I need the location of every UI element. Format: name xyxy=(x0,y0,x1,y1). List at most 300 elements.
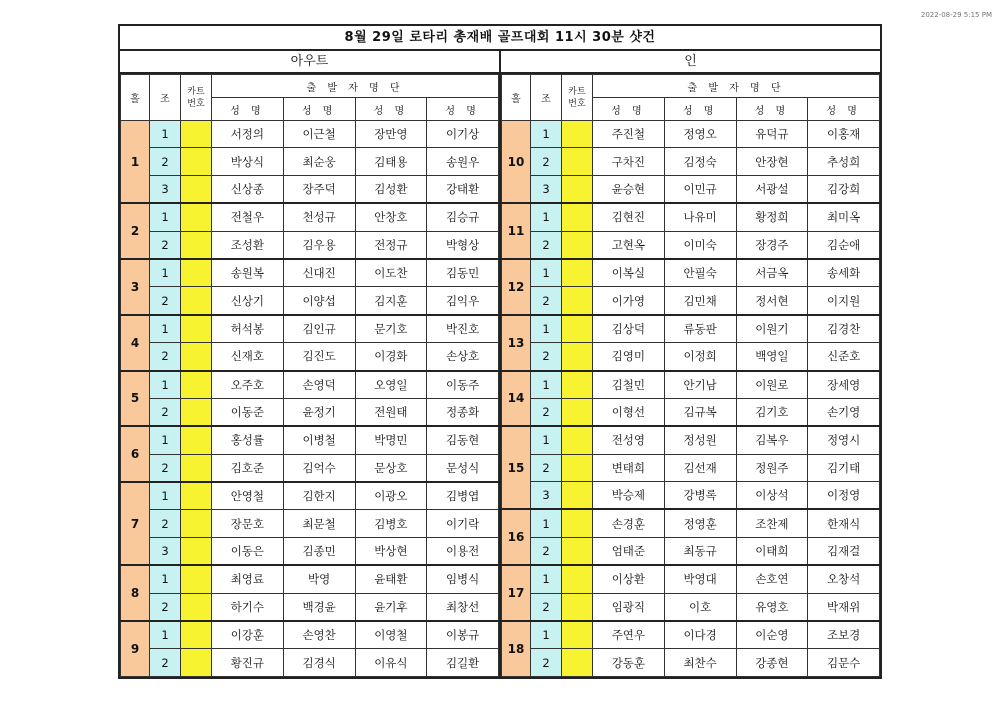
cart-number-cell xyxy=(181,121,212,148)
table-row xyxy=(502,537,880,565)
player-name: 문기호 xyxy=(355,315,427,343)
group-number: 2 xyxy=(531,593,562,621)
player-name: 이가영 xyxy=(593,287,665,315)
player-name: 김기호 xyxy=(736,398,808,426)
cart-number-cell xyxy=(181,454,212,482)
cart-number-cell xyxy=(181,510,212,537)
player-name: 오주호 xyxy=(212,371,284,399)
table-row xyxy=(121,315,499,343)
cart-number-cell xyxy=(181,426,212,454)
player-name: 안영철 xyxy=(212,482,284,510)
hole-number: 14 xyxy=(502,371,531,427)
in-label: 인 xyxy=(501,51,880,74)
table-row xyxy=(121,454,499,482)
player-name: 이강훈 xyxy=(212,621,284,649)
player-name: 서광설 xyxy=(736,175,808,203)
player-name: 손호연 xyxy=(736,565,808,593)
group-number: 3 xyxy=(531,175,562,203)
table-row xyxy=(121,175,499,203)
cart-number-cell xyxy=(562,203,593,231)
player-name: 김동민 xyxy=(427,259,499,287)
cart-number-cell xyxy=(562,621,593,649)
player-name: 이민규 xyxy=(664,175,736,203)
player-name: 이정희 xyxy=(664,343,736,371)
group-number: 1 xyxy=(531,315,562,343)
player-name: 이영철 xyxy=(355,621,427,649)
player-name: 이병철 xyxy=(283,426,355,454)
table-row xyxy=(502,371,880,399)
player-name: 이용전 xyxy=(427,537,499,565)
player-name: 김태용 xyxy=(355,148,427,175)
player-name: 김순애 xyxy=(808,231,880,259)
table-row xyxy=(121,259,499,287)
cart-header-line2: 번호 xyxy=(187,98,205,109)
player-name: 장만영 xyxy=(355,121,427,148)
group-number: 2 xyxy=(150,287,181,315)
table-row xyxy=(121,510,499,537)
group-number: 2 xyxy=(531,287,562,315)
group-number: 2 xyxy=(150,649,181,676)
player-name: 유영호 xyxy=(736,593,808,621)
player-name: 구차진 xyxy=(593,148,665,175)
player-name: 김민채 xyxy=(664,287,736,315)
player-name: 전정규 xyxy=(355,231,427,259)
player-name: 이근철 xyxy=(283,121,355,148)
group-number: 1 xyxy=(150,315,181,343)
player-name: 김영미 xyxy=(593,343,665,371)
table-row xyxy=(121,482,499,510)
player-name: 조보경 xyxy=(808,621,880,649)
table-row xyxy=(121,203,499,231)
player-name: 전원태 xyxy=(355,398,427,426)
player-name: 이순영 xyxy=(736,621,808,649)
player-name: 손경훈 xyxy=(593,509,665,537)
table-row xyxy=(121,121,499,148)
table-row xyxy=(502,621,880,649)
player-name: 김복우 xyxy=(736,426,808,454)
player-name: 이형선 xyxy=(593,398,665,426)
group-number: 1 xyxy=(150,203,181,231)
cart-number-cell xyxy=(562,287,593,315)
table-row xyxy=(121,231,499,259)
cart-number-cell xyxy=(562,454,593,481)
group-number: 1 xyxy=(531,259,562,287)
player-name: 임광직 xyxy=(593,593,665,621)
group-number: 1 xyxy=(150,482,181,510)
name-header: 성 명 xyxy=(355,98,427,121)
cart-number-header xyxy=(562,75,593,121)
table-row xyxy=(502,482,880,510)
table-row xyxy=(121,649,499,676)
group-number: 1 xyxy=(531,426,562,454)
group-number: 2 xyxy=(531,148,562,175)
player-name: 신상종 xyxy=(212,175,284,203)
in-half xyxy=(501,51,880,677)
player-name: 윤승현 xyxy=(593,175,665,203)
cart-number-cell xyxy=(562,649,593,676)
player-name: 강동훈 xyxy=(593,649,665,676)
page-title: 8월 29일 로타리 총재배 골프대회 11시 30분 샷건 xyxy=(120,26,880,51)
table-row xyxy=(121,621,499,649)
cart-number-cell xyxy=(562,315,593,343)
table-row xyxy=(502,565,880,593)
player-name: 주연우 xyxy=(593,621,665,649)
player-name: 홍성률 xyxy=(212,426,284,454)
player-name: 정종화 xyxy=(427,398,499,426)
hole-number: 6 xyxy=(121,426,150,482)
player-name: 박상현 xyxy=(355,537,427,565)
hole-header: 홀 xyxy=(121,75,150,121)
group-number: 1 xyxy=(150,621,181,649)
table-row xyxy=(502,259,880,287)
hole-number: 1 xyxy=(121,121,150,204)
starters-header: 출 발 자 명 단 xyxy=(212,75,499,98)
cart-number-cell xyxy=(181,343,212,371)
player-name: 김상덕 xyxy=(593,315,665,343)
table-row xyxy=(502,175,880,203)
table-row xyxy=(502,148,880,175)
cart-number-cell xyxy=(562,343,593,371)
hole-number: 11 xyxy=(502,203,531,259)
player-name: 유덕규 xyxy=(736,121,808,148)
player-name: 박명민 xyxy=(355,426,427,454)
player-name: 윤태환 xyxy=(355,565,427,593)
player-name: 이상석 xyxy=(736,482,808,510)
player-name: 강병록 xyxy=(664,482,736,510)
name-header: 성 명 xyxy=(593,98,665,121)
hole-number: 5 xyxy=(121,371,150,427)
player-name: 최창선 xyxy=(427,593,499,621)
group-header: 조 xyxy=(531,75,562,121)
player-name: 이유식 xyxy=(355,649,427,676)
cart-number-cell xyxy=(181,259,212,287)
player-name: 김우용 xyxy=(283,231,355,259)
player-name: 이경화 xyxy=(355,343,427,371)
group-number: 2 xyxy=(150,510,181,537)
cart-number-cell xyxy=(562,259,593,287)
group-number: 2 xyxy=(150,398,181,426)
player-name: 박승제 xyxy=(593,482,665,510)
sheet-halves xyxy=(120,51,880,677)
player-name: 류동판 xyxy=(664,315,736,343)
table-row xyxy=(121,371,499,399)
player-name: 전철우 xyxy=(212,203,284,231)
player-name: 김병엽 xyxy=(427,482,499,510)
player-name: 장주덕 xyxy=(283,175,355,203)
player-name: 이미숙 xyxy=(664,231,736,259)
cart-number-cell xyxy=(562,121,593,148)
group-number: 3 xyxy=(531,482,562,510)
cart-number-cell xyxy=(562,482,593,510)
player-name: 임병식 xyxy=(427,565,499,593)
cart-number-cell xyxy=(181,565,212,593)
player-name: 안필숙 xyxy=(664,259,736,287)
cart-number-cell xyxy=(181,371,212,399)
group-number: 2 xyxy=(150,231,181,259)
player-name: 김규복 xyxy=(664,398,736,426)
player-name: 정성원 xyxy=(664,426,736,454)
player-name: 이복실 xyxy=(593,259,665,287)
cart-number-cell xyxy=(181,398,212,426)
player-name: 전성영 xyxy=(593,426,665,454)
group-number: 2 xyxy=(150,148,181,175)
group-number: 1 xyxy=(531,509,562,537)
player-name: 신대진 xyxy=(283,259,355,287)
player-name: 김지훈 xyxy=(355,287,427,315)
table-row xyxy=(502,454,880,481)
table-row xyxy=(502,203,880,231)
cart-number-cell xyxy=(562,509,593,537)
player-name: 황정희 xyxy=(736,203,808,231)
tee-sheet xyxy=(118,24,882,679)
player-name: 이동은 xyxy=(212,537,284,565)
player-name: 최미옥 xyxy=(808,203,880,231)
table-row xyxy=(121,343,499,371)
player-name: 정원주 xyxy=(736,454,808,481)
player-name: 서정의 xyxy=(212,121,284,148)
player-name: 강종현 xyxy=(736,649,808,676)
hole-number: 3 xyxy=(121,259,150,315)
player-name: 하기수 xyxy=(212,593,284,621)
group-number: 2 xyxy=(150,454,181,482)
player-name: 허석봉 xyxy=(212,315,284,343)
out-body xyxy=(121,121,499,677)
in-table xyxy=(501,74,880,677)
group-number: 1 xyxy=(150,565,181,593)
hole-number: 13 xyxy=(502,315,531,371)
group-header: 조 xyxy=(150,75,181,121)
cart-number-cell xyxy=(181,175,212,203)
name-header: 성 명 xyxy=(283,98,355,121)
player-name: 최영료 xyxy=(212,565,284,593)
player-name: 오영일 xyxy=(355,371,427,399)
group-number: 2 xyxy=(531,649,562,676)
player-name: 김한지 xyxy=(283,482,355,510)
cart-number-cell xyxy=(181,315,212,343)
cart-number-cell xyxy=(562,565,593,593)
cart-number-cell xyxy=(562,426,593,454)
player-name: 장경주 xyxy=(736,231,808,259)
table-row xyxy=(502,426,880,454)
hole-number: 8 xyxy=(121,565,150,621)
player-name: 이기락 xyxy=(427,510,499,537)
player-name: 김호준 xyxy=(212,454,284,482)
player-name: 조찬제 xyxy=(736,509,808,537)
player-name: 손상호 xyxy=(427,343,499,371)
player-name: 백영일 xyxy=(736,343,808,371)
player-name: 이홍재 xyxy=(808,121,880,148)
name-header: 성 명 xyxy=(808,98,880,121)
player-name: 김병호 xyxy=(355,510,427,537)
player-name: 김익우 xyxy=(427,287,499,315)
hole-number: 15 xyxy=(502,426,531,509)
hole-number: 17 xyxy=(502,565,531,621)
group-number: 2 xyxy=(531,231,562,259)
player-name: 김억수 xyxy=(283,454,355,482)
starters-header: 출 발 자 명 단 xyxy=(593,75,880,98)
player-name: 서금옥 xyxy=(736,259,808,287)
group-number: 1 xyxy=(531,121,562,148)
player-name: 박형상 xyxy=(427,231,499,259)
player-name: 김인규 xyxy=(283,315,355,343)
hole-number: 9 xyxy=(121,621,150,676)
player-name: 최문철 xyxy=(283,510,355,537)
player-name: 신상기 xyxy=(212,287,284,315)
player-name: 정영훈 xyxy=(664,509,736,537)
cart-header-line2: 번호 xyxy=(568,98,586,109)
player-name: 한재식 xyxy=(808,509,880,537)
group-number: 2 xyxy=(531,398,562,426)
player-name: 손영찬 xyxy=(283,621,355,649)
player-name: 김길환 xyxy=(427,649,499,676)
group-number: 2 xyxy=(150,343,181,371)
group-number: 1 xyxy=(531,621,562,649)
cart-number-cell xyxy=(181,231,212,259)
player-name: 김진도 xyxy=(283,343,355,371)
player-name: 안기남 xyxy=(664,371,736,399)
cart-number-cell xyxy=(181,537,212,565)
player-name: 백경윤 xyxy=(283,593,355,621)
cart-number-cell xyxy=(181,621,212,649)
player-name: 이원기 xyxy=(736,315,808,343)
group-number: 2 xyxy=(531,343,562,371)
name-header: 성 명 xyxy=(736,98,808,121)
cart-number-cell xyxy=(181,482,212,510)
player-name: 안창호 xyxy=(355,203,427,231)
group-number: 2 xyxy=(531,537,562,565)
table-row xyxy=(121,593,499,621)
player-name: 박상식 xyxy=(212,148,284,175)
player-name: 이지원 xyxy=(808,287,880,315)
cart-number-header xyxy=(181,75,212,121)
group-number: 3 xyxy=(150,175,181,203)
out-label: 아우트 xyxy=(120,51,499,74)
player-name: 송원복 xyxy=(212,259,284,287)
player-name: 김성환 xyxy=(355,175,427,203)
player-name: 박진호 xyxy=(427,315,499,343)
group-number: 2 xyxy=(531,454,562,481)
player-name: 이기상 xyxy=(427,121,499,148)
player-name: 송세화 xyxy=(808,259,880,287)
player-name: 김재걸 xyxy=(808,537,880,565)
player-name: 장세영 xyxy=(808,371,880,399)
player-name: 최동규 xyxy=(664,537,736,565)
player-name: 박재위 xyxy=(808,593,880,621)
player-name: 문상호 xyxy=(355,454,427,482)
player-name: 박영대 xyxy=(664,565,736,593)
table-row xyxy=(121,537,499,565)
player-name: 이양섭 xyxy=(283,287,355,315)
table-row xyxy=(502,593,880,621)
group-number: 3 xyxy=(150,537,181,565)
player-name: 장문호 xyxy=(212,510,284,537)
cart-number-cell xyxy=(181,649,212,676)
cart-number-cell xyxy=(562,398,593,426)
table-row xyxy=(121,148,499,175)
player-name: 윤정기 xyxy=(283,398,355,426)
table-row xyxy=(121,398,499,426)
cart-number-cell xyxy=(181,593,212,621)
player-name: 김선재 xyxy=(664,454,736,481)
player-name: 황진규 xyxy=(212,649,284,676)
cart-number-cell xyxy=(562,371,593,399)
cart-header-line1: 카트 xyxy=(568,86,586,97)
player-name: 신재호 xyxy=(212,343,284,371)
player-name: 이도찬 xyxy=(355,259,427,287)
table-row xyxy=(502,509,880,537)
hole-number: 16 xyxy=(502,509,531,565)
group-number: 1 xyxy=(531,371,562,399)
player-name: 이상환 xyxy=(593,565,665,593)
player-name: 정영시 xyxy=(808,426,880,454)
player-name: 이동준 xyxy=(212,398,284,426)
player-name: 김문수 xyxy=(808,649,880,676)
player-name: 송원우 xyxy=(427,148,499,175)
name-header: 성 명 xyxy=(664,98,736,121)
print-timestamp: 2022-08-29 5:15 PM xyxy=(920,11,992,19)
table-row xyxy=(502,287,880,315)
player-name: 이광오 xyxy=(355,482,427,510)
player-name: 김경찬 xyxy=(808,315,880,343)
player-name: 안장현 xyxy=(736,148,808,175)
player-name: 이정영 xyxy=(808,482,880,510)
in-body xyxy=(502,121,880,677)
player-name: 박영 xyxy=(283,565,355,593)
player-name: 이태희 xyxy=(736,537,808,565)
hole-number: 10 xyxy=(502,121,531,204)
player-name: 이원로 xyxy=(736,371,808,399)
player-name: 조성환 xyxy=(212,231,284,259)
table-row xyxy=(502,315,880,343)
player-name: 이다경 xyxy=(664,621,736,649)
player-name: 신준호 xyxy=(808,343,880,371)
cart-header-line1: 카트 xyxy=(187,86,205,97)
cart-number-cell xyxy=(562,148,593,175)
player-name: 최찬수 xyxy=(664,649,736,676)
name-header: 성 명 xyxy=(212,98,284,121)
hole-header: 홀 xyxy=(502,75,531,121)
cart-number-cell xyxy=(562,231,593,259)
cart-number-cell xyxy=(181,148,212,175)
table-row xyxy=(502,231,880,259)
hole-number: 18 xyxy=(502,621,531,676)
player-name: 김현진 xyxy=(593,203,665,231)
group-number: 1 xyxy=(150,121,181,148)
player-name: 최순웅 xyxy=(283,148,355,175)
group-number: 1 xyxy=(531,565,562,593)
player-name: 김정숙 xyxy=(664,148,736,175)
player-name: 이동주 xyxy=(427,371,499,399)
player-name: 주진철 xyxy=(593,121,665,148)
player-name: 강태환 xyxy=(427,175,499,203)
player-name: 김기태 xyxy=(808,454,880,481)
table-row xyxy=(502,398,880,426)
player-name: 김승규 xyxy=(427,203,499,231)
player-name: 김철민 xyxy=(593,371,665,399)
player-name: 엄태준 xyxy=(593,537,665,565)
cart-number-cell xyxy=(181,287,212,315)
player-name: 천성규 xyxy=(283,203,355,231)
group-number: 2 xyxy=(150,593,181,621)
table-row xyxy=(502,121,880,148)
player-name: 추성희 xyxy=(808,148,880,175)
player-name: 정서현 xyxy=(736,287,808,315)
player-name: 김종민 xyxy=(283,537,355,565)
table-row xyxy=(121,287,499,315)
cart-number-cell xyxy=(562,175,593,203)
group-number: 1 xyxy=(150,426,181,454)
cart-number-cell xyxy=(562,593,593,621)
